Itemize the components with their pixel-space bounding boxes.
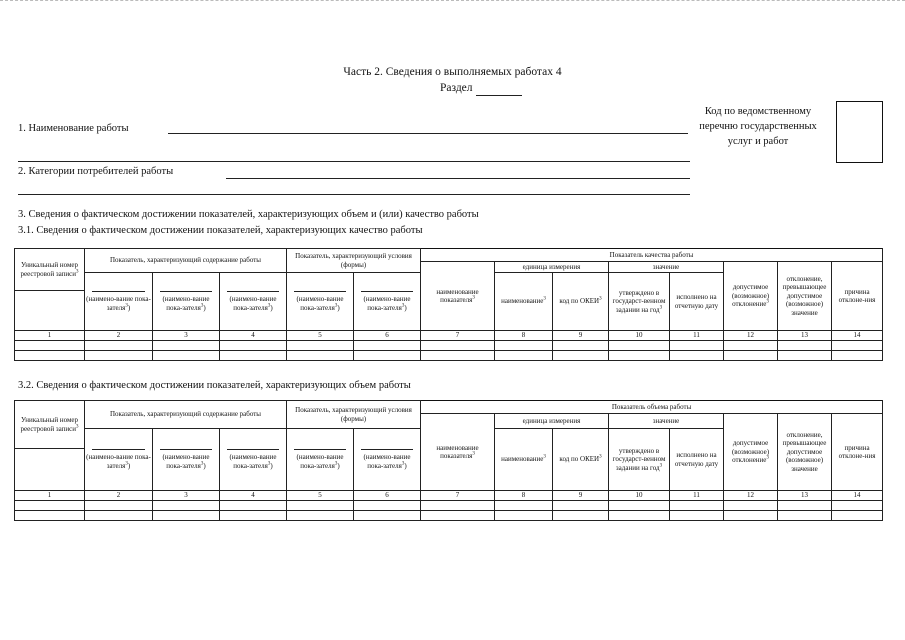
col-number: 1	[15, 331, 85, 341]
value-header: значение	[609, 262, 724, 273]
col-number: 7	[421, 331, 495, 341]
content-name-2: (наимено-вание пока-зателя$^3$)	[85, 273, 153, 331]
conditions-name-5: (наимено-вание пока-зателя$^3$)	[287, 429, 354, 491]
col-number: 6	[354, 331, 421, 341]
volume-table	[14, 400, 883, 521]
col-number: 4	[220, 491, 287, 501]
unique-number-header: Уникальный номер реестровой записи$^3$	[15, 401, 85, 449]
conditions-name-5: (наимено-вание пока-зателя$^3$)	[287, 273, 354, 331]
table-row[interactable]	[15, 511, 883, 521]
table-row[interactable]	[15, 351, 883, 361]
code-label: Код по ведомственному перечню государственных услуг и работ	[699, 106, 817, 147]
col-number: 3	[153, 491, 220, 501]
table-row[interactable]	[15, 501, 883, 511]
quality-indicator-header: Показатель качества работы	[421, 249, 883, 262]
content-name-4: (наимено-вание пока-зателя$^3$)	[220, 273, 287, 331]
executed-header: исполнено на отчетную дату	[670, 429, 724, 491]
col-number: 11	[670, 331, 724, 341]
unit-header: единица измерения	[495, 262, 609, 273]
unit-name-header: наименование$^3$	[495, 429, 553, 491]
col-number: 1	[15, 491, 85, 501]
col-number: 9	[553, 331, 609, 341]
exceeding-header: отклонение, превышающее допустимое (возможное) значение	[778, 414, 832, 491]
unique-number-spacer	[15, 449, 85, 491]
approved-header: утверждено в государст-венном задании на год$^3$	[609, 429, 670, 491]
col-number: 9	[553, 491, 609, 501]
col-number: 13	[778, 491, 832, 501]
consumers-label: 2. Категории потребителей работы	[18, 166, 174, 177]
col-number: 6	[354, 491, 421, 501]
content-indicator-header: Показатель, характеризующий содержание работы	[85, 401, 287, 429]
unit-header: единица измерения	[495, 414, 609, 429]
col-number: 10	[609, 491, 670, 501]
approved-header: утверждено в государст-венном задании на год$^3$	[609, 273, 670, 331]
col-number: 8	[495, 491, 553, 501]
conditions-indicator-header: Показатель, характеризующий условия (формы)	[287, 249, 421, 273]
work-name-label: 1. Наименование работы	[18, 123, 129, 134]
col-number: 2	[85, 331, 153, 341]
allowed-header: допустимое (возможное) отклонение$^3$	[724, 414, 778, 491]
heading-3-1: 3.1. Сведения о фактическом достижении показателей, характеризующих качество работы	[18, 225, 423, 236]
table-row[interactable]	[15, 341, 883, 351]
col-number: 4	[220, 331, 287, 341]
content-name-2: (наимено-вание пока-зателя$^3$)	[85, 429, 153, 491]
unit-okei-header: код по ОКЕИ$^3$	[553, 273, 609, 331]
volume-indicator-header: Показатель объема работы	[421, 401, 883, 414]
col-number: 7	[421, 491, 495, 501]
reason-header: причина отклоне-ния	[832, 262, 883, 331]
unit-name-header: наименование$^3$	[495, 273, 553, 331]
page-top-edge	[0, 0, 905, 1]
content-name-4: (наимено-вание пока-зателя$^3$)	[220, 429, 287, 491]
col-number: 3	[153, 331, 220, 341]
content-name-3: (наимено-вание пока-зателя$^3$)	[153, 273, 220, 331]
col-number: 2	[85, 491, 153, 501]
unique-number-spacer	[15, 291, 85, 331]
form-title: Часть 2. Сведения о выполняемых работах 4	[343, 66, 562, 78]
heading-3: 3. Сведения о фактическом достижении показателей, характеризующих объем и (или) качество работы	[18, 209, 479, 220]
section-label: Раздел	[440, 82, 473, 94]
indicator-name-header: наименование показателя$^3$	[421, 414, 495, 491]
value-header: значение	[609, 414, 724, 429]
allowed-header: допустимое (возможное) отклонение$^3$	[724, 262, 778, 331]
content-indicator-header: Показатель, характеризующий содержание работы	[85, 249, 287, 273]
quality-table	[14, 248, 883, 361]
conditions-name-6: (наимено-вание пока-зателя$^3$)	[354, 273, 421, 331]
col-number: 8	[495, 331, 553, 341]
exceeding-header: отклонение, превышающее допустимое (возможное) значение	[778, 262, 832, 331]
col-number: 5	[287, 491, 354, 501]
col-number: 11	[670, 491, 724, 501]
col-number: 5	[287, 331, 354, 341]
conditions-name-6: (наимено-вание пока-зателя$^3$)	[354, 429, 421, 491]
code-box[interactable]	[836, 101, 883, 163]
col-number: 12	[724, 331, 778, 341]
executed-header: исполнено на отчетную дату	[670, 273, 724, 331]
unique-number-header: Уникальный номер реестровой записи$^3$	[15, 249, 85, 291]
col-number: 10	[609, 331, 670, 341]
work-name-field[interactable]	[168, 133, 688, 134]
col-number: 14	[832, 491, 883, 501]
reason-header: причина отклоне-ния	[832, 414, 883, 491]
col-number: 14	[832, 331, 883, 341]
consumers-field[interactable]	[226, 178, 690, 179]
section-number-field[interactable]	[476, 95, 522, 96]
conditions-indicator-header: Показатель, характеризующий условия (формы)	[287, 401, 421, 429]
col-number: 12	[724, 491, 778, 501]
consumers-field-line2[interactable]	[18, 194, 690, 195]
work-name-field-line2[interactable]	[18, 161, 690, 162]
heading-3-2: 3.2. Сведения о фактическом достижении показателей, характеризующих объем работы	[18, 380, 411, 391]
content-name-3: (наимено-вание пока-зателя$^3$)	[153, 429, 220, 491]
col-number: 13	[778, 331, 832, 341]
unit-okei-header: код по ОКЕИ$^3$	[553, 429, 609, 491]
indicator-name-header: наименование показателя$^3$	[421, 262, 495, 331]
